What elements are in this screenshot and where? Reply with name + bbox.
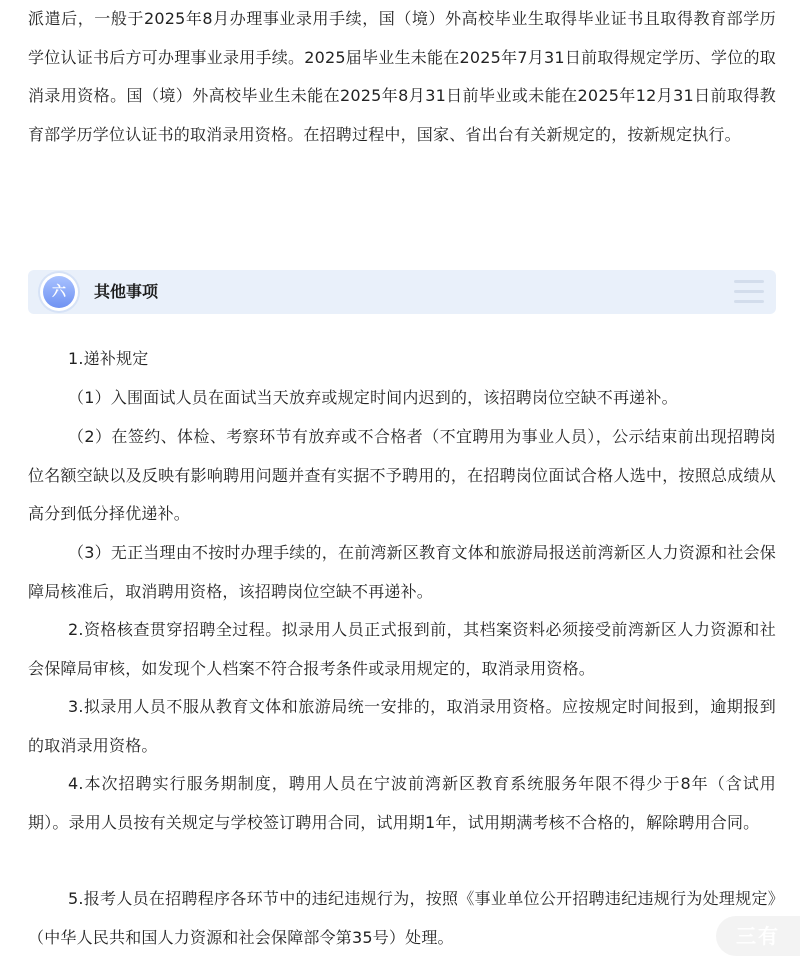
section-header [28,270,776,314]
section-number-badge [40,273,78,311]
item-recruitment-rule: 1.递补规定 [68,349,149,368]
item-obey-arrangement: 3.拟录用人员不服从教育文体和旅游局统一安排的，取消录用资格。应按规定时间报到，逾期报到的取消录用资格。 [28,697,776,755]
hamburger-menu-icon [734,278,764,306]
section-title: 其他事项 [94,282,159,301]
item-disciplinary-rules: 5.报考人员在招聘程序各环节中的违纪违规行为，按照《事业单位公开招聘违纪违规行为处理规定》（中华人民共和国人力资源和社会保障部令第35号）处理。 [28,889,776,947]
watermark-logo: 三有 [716,916,800,956]
section-number: 六 [43,276,75,308]
item-recruitment-rule-2: （2）在签约、体检、考察环节有放弃或不合格者（不宜聘用为事业人员），公示结束前出现招聘岗位名额空缺以及反映有影响聘用问题并查有实据不予聘用的，在招聘岗位面试合格人选中，按照总成绩从高分到低分择优递补。 [28,427,776,523]
item-recruitment-rule-3: （3）无正当理由不按时办理手续的，在前湾新区教育文体和旅游局报送前湾新区人力资源和社会保障局核准后，取消聘用资格，该招聘岗位空缺不再递补。 [28,543,776,601]
intro-paragraph: 派遣后，一般于2025年8月办理事业录用手续，国（境）外高校毕业生取得毕业证书且取得教育部学历学位认证书后方可办理事业录用手续。2025届毕业生未能在2025年7月31日前取得规定学历、学位的取消录用资格。国（境）外高校毕业生未能在2025年8月31日前毕业或未能在2025年12月31日前取得教育部学历学位认证书的取消录用资格。在招聘过程中，国家、省出台有关新规定的，按新规定执行。 [28,9,776,144]
item-qualification-check: 2.资格核查贯穿招聘全过程。拟录用人员正式报到前，其档案资料必须接受前湾新区人力资源和社会保障局审核，如发现个人档案不符合报考条件或录用规定的，取消录用资格。 [28,620,776,678]
item-recruitment-rule-1: （1）入围面试人员在面试当天放弃或规定时间内迟到的，该招聘岗位空缺不再递补。 [68,388,678,407]
item-service-period: 4.本次招聘实行服务期制度，聘用人员在宁波前湾新区教育系统服务年限不得少于8年（含试用期）。录用人员按有关规定与学校签订聘用合同，试用期1年，试用期满考核不合格的，解除聘用合同。 [28,774,776,832]
